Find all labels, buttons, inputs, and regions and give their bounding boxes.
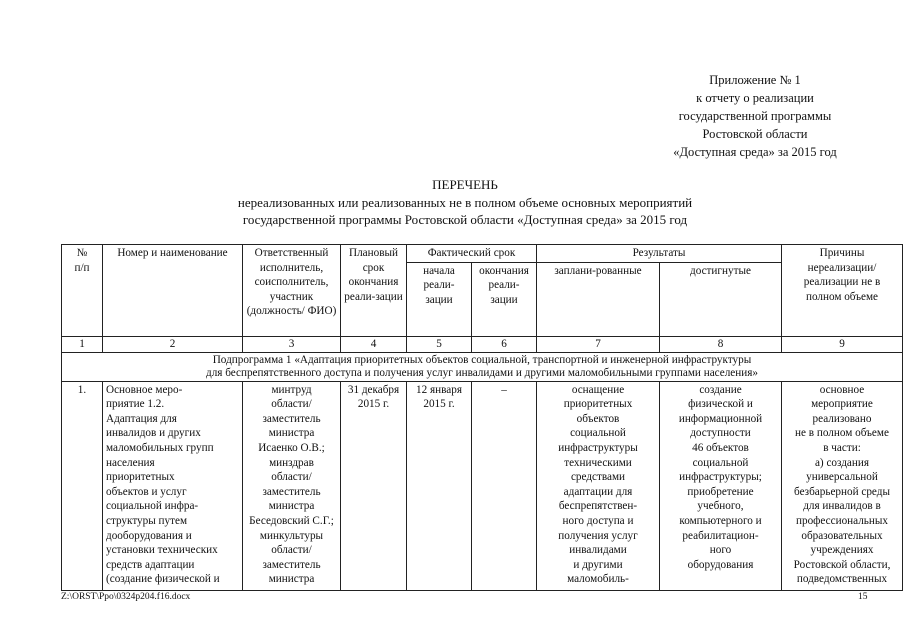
column-number: 9 bbox=[782, 336, 903, 352]
column-number-row bbox=[62, 336, 903, 352]
header-planned-date: Плановый срок окончания реали-зации bbox=[341, 245, 407, 337]
row-name: Основное меро- приятие 1.2. Адаптация для инвалидов и других маломобильных групп населения приоритетных объектов и услуг социальной инфра- структуры путем дооборудования и установки технических средств адаптации (создание физической и bbox=[103, 381, 243, 590]
column-number: 8 bbox=[660, 336, 782, 352]
header-results-planned: заплани-рованные bbox=[537, 262, 660, 336]
appendix-line: Приложение № 1 bbox=[709, 73, 801, 87]
document-subtitle-line1: нереализованных или реализованных не в полном объеме основных мероприятий bbox=[237, 195, 693, 210]
subprogram-row bbox=[62, 352, 903, 381]
header-name: Номер и наименование bbox=[103, 245, 243, 337]
subprogram-title: Подпрограмма 1 «Адаптация приоритетных объектов социальной, транспортной и инженерной инфраструктуры для беспрепятственного доступа и получения услуг инвалидами и другими маломобильными группами населения» bbox=[62, 352, 903, 381]
header-results: Результаты bbox=[537, 245, 782, 263]
row-responsible: минтруд области/ заместитель министра Исаенко О.В.; минздрав области/ заместитель министра Беседовский С.Г.; минкультуры области/ заместитель министра bbox=[243, 381, 341, 590]
row-num: 1. bbox=[62, 381, 103, 590]
header-results-achieved: достигнутые bbox=[660, 262, 782, 336]
appendix-line: к отчету о реализации bbox=[696, 91, 814, 105]
document-heading: ПЕРЕЧЕНЬ bbox=[432, 177, 498, 192]
row-actual-start: 12 января 2015 г. bbox=[407, 381, 472, 590]
row-reasons: основное мероприятие реализовано не в полном объеме в части: а) создания универсальной безбарьерной среды для инвалидов в профессиональных образовательных учреждениях Ростовской области, подведомственных bbox=[782, 381, 903, 590]
header-actual-start: начала реали-зации bbox=[407, 262, 472, 336]
appendix-line: «Доступная среда» за 2015 год bbox=[673, 145, 837, 159]
row-actual-end: – bbox=[472, 381, 537, 590]
column-number: 6 bbox=[472, 336, 537, 352]
header-actual-dates: Фактический срок bbox=[407, 245, 537, 263]
header-row-1 bbox=[62, 245, 903, 263]
header-num: № п/п bbox=[62, 245, 103, 337]
column-number: 4 bbox=[341, 336, 407, 352]
measures-table bbox=[61, 244, 903, 591]
column-number: 1 bbox=[62, 336, 103, 352]
row-results-achieved: создание физической и информационной доступности 46 объектов социальной инфраструктуры; приобретение учебного, компьютерного и реабилитацион- ного оборудования bbox=[660, 381, 782, 590]
footer-page-number: 15 bbox=[858, 592, 868, 602]
column-number: 5 bbox=[407, 336, 472, 352]
appendix-block bbox=[600, 71, 905, 161]
header-reasons: Причины нереализации/ реализации не в полном объеме bbox=[782, 245, 903, 337]
row-results-planned: оснащение приоритетных объектов социальной инфраструктуры техническими средствами адаптации для беспрепятствен- ного доступа и получения услуг инвалидами и другими маломобиль- bbox=[537, 381, 660, 590]
appendix-line: государственной программы bbox=[678, 109, 832, 123]
column-number: 7 bbox=[537, 336, 660, 352]
column-number: 3 bbox=[243, 336, 341, 352]
header-actual-end: окончания реали-зации bbox=[472, 262, 537, 336]
row-planned-date: 31 декабря 2015 г. bbox=[341, 381, 407, 590]
header-responsible: Ответственный исполнитель, соисполнитель, участник (должность/ ФИО) bbox=[243, 245, 341, 337]
appendix-line: Ростовской области bbox=[702, 127, 808, 141]
table-row bbox=[62, 381, 903, 590]
document-subtitle-line2: государственной программы Ростовской области «Доступная среда» за 2015 год bbox=[242, 212, 688, 227]
column-number: 2 bbox=[103, 336, 243, 352]
footer-file-path: Z:\ORST\Ppo\0324p204.f16.docx bbox=[61, 592, 191, 602]
